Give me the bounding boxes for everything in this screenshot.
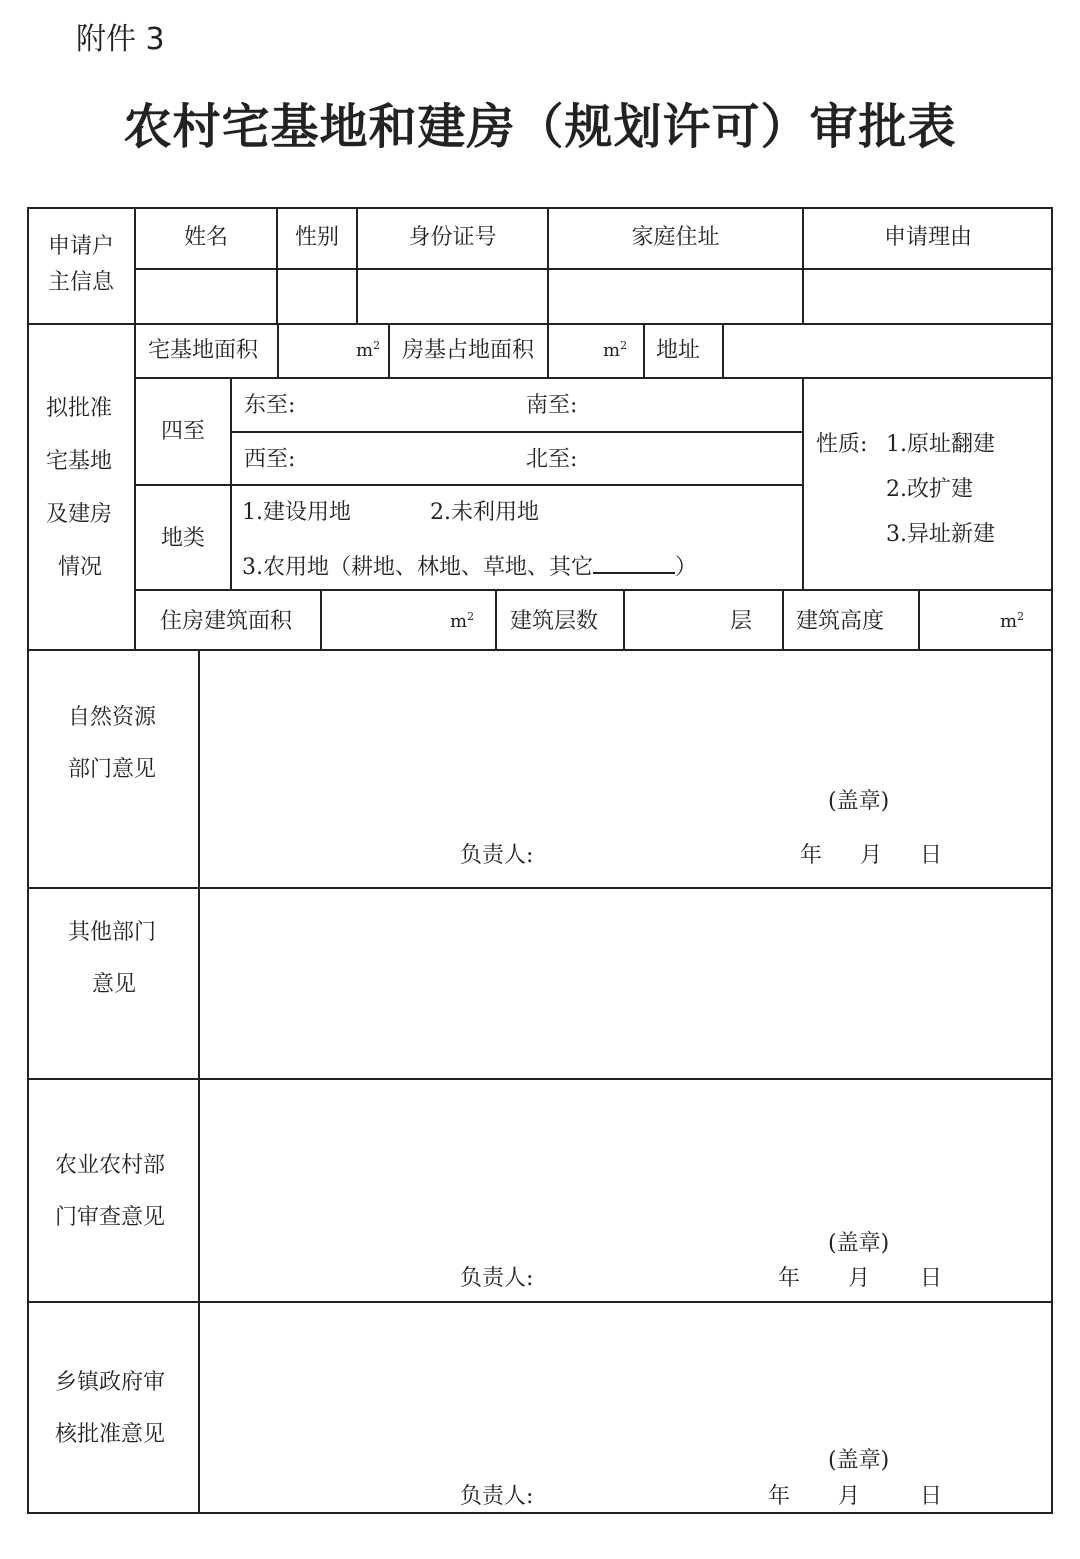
rule-build-4 (782, 589, 784, 650)
land-option-unused: 2.未利用地 (430, 500, 539, 525)
rule-site-1 (277, 323, 279, 378)
land-option-construction: 1.建设用地 (242, 500, 351, 525)
town-day: 日 (920, 1484, 943, 1509)
agri-responsible: 负责人: (460, 1266, 534, 1291)
rule-section-5 (27, 1301, 1052, 1303)
rule-site-4 (643, 323, 645, 378)
agri-dept-label-2: 门审查意见 (55, 1205, 166, 1230)
resources-dept-label-2: 部门意见 (68, 757, 157, 782)
resources-seal: (盖章) (828, 789, 890, 814)
site-area-unit: $m^2$ (356, 339, 381, 361)
rule-nature (802, 377, 804, 590)
agri-year: 年 (778, 1266, 801, 1291)
rule-site-2 (388, 323, 390, 378)
town-month: 月 (838, 1484, 861, 1509)
site-address-label: 地址 (656, 338, 701, 363)
rule-build-2 (495, 589, 497, 650)
land-type-label: 地类 (161, 526, 206, 551)
nature-option-rebuild: 1.原址翻建 (886, 432, 995, 457)
nature-option-expand: 2.改扩建 (886, 477, 973, 502)
resources-responsible: 负责人: (460, 843, 534, 868)
agri-dept-label-1: 农业农村部 (55, 1153, 166, 1178)
name-field[interactable] (136, 270, 276, 323)
resources-year: 年 (800, 843, 823, 868)
rule-section-2 (27, 649, 1052, 651)
applicant-label-1: 申请户 (48, 234, 115, 259)
rule-section-3 (27, 887, 1052, 889)
footprint-area-label: 房基占地面积 (402, 338, 535, 363)
west-label: 西至: (244, 447, 296, 472)
header-id-number: 身份证号 (408, 225, 497, 250)
resources-day: 日 (920, 843, 943, 868)
rule-site-row (134, 377, 1052, 379)
rule-opinion-label (198, 649, 200, 1513)
site-address-field[interactable] (724, 325, 1052, 377)
east-label: 东至: (244, 393, 296, 418)
footprint-area-unit: $m^2$ (603, 339, 628, 361)
floors-unit: 层 (730, 609, 753, 634)
south-label: 南至: (526, 393, 578, 418)
resources-month: 月 (860, 843, 883, 868)
id-number-field[interactable] (358, 270, 547, 323)
floors-label: 建筑层数 (510, 609, 599, 634)
resources-dept-label-1: 自然资源 (68, 705, 157, 730)
agri-month: 月 (848, 1266, 871, 1291)
land-other-blank[interactable] (593, 554, 675, 574)
proposed-label-1: 拟批准 (46, 396, 113, 421)
height-unit: $m^2$ (1000, 610, 1025, 632)
building-area-label: 住房建筑面积 (160, 609, 293, 634)
rule-section-4 (27, 1078, 1052, 1080)
annex-label: 附件 3 (76, 22, 165, 57)
rule-landtype-bottom (134, 589, 1052, 591)
rule-build-1 (320, 589, 322, 650)
applicant-label-2: 主信息 (48, 270, 115, 295)
rule-build-3 (623, 589, 625, 650)
agri-day: 日 (920, 1266, 943, 1291)
gender-field[interactable] (278, 270, 356, 323)
town-year: 年 (768, 1484, 791, 1509)
town-gov-label-2: 核批准意见 (55, 1422, 166, 1447)
proposed-label-2: 宅基地 (46, 449, 113, 474)
town-responsible: 负责人: (460, 1484, 534, 1509)
rule-boundary-label (230, 377, 232, 590)
building-area-unit: $m^2$ (450, 610, 475, 632)
header-home-address: 家庭住址 (631, 225, 720, 250)
town-seal: (盖章) (828, 1448, 890, 1473)
other-dept-label-2: 意见 (92, 972, 137, 997)
rule-boundary-bottom (134, 484, 803, 486)
header-name: 姓名 (183, 225, 228, 250)
agri-seal: (盖章) (828, 1231, 890, 1256)
rule-boundary-mid (230, 431, 803, 433)
rule-build-5 (918, 589, 920, 650)
proposed-label-4: 情况 (58, 555, 103, 580)
nature-label: 性质: (816, 432, 868, 457)
form-title: 农村宅基地和建房（规划许可）审批表 (123, 99, 957, 155)
height-label: 建筑高度 (796, 609, 885, 634)
header-reason: 申请理由 (883, 225, 972, 250)
proposed-label-3: 及建房 (46, 502, 113, 527)
home-address-field[interactable] (549, 270, 802, 323)
other-dept-label-1: 其他部门 (68, 920, 157, 945)
town-gov-label-1: 乡镇政府审 (55, 1370, 166, 1395)
site-area-label: 宅基地面积 (148, 338, 259, 363)
land-option-agricultural: 3.农用地（耕地、林地、草地、其它 ） (242, 555, 698, 580)
rule-site-3 (547, 323, 549, 378)
nature-option-new-site: 3.异址新建 (886, 522, 995, 547)
north-label: 北至: (526, 447, 578, 472)
reason-field[interactable] (804, 270, 1052, 323)
header-gender: 性别 (294, 225, 339, 250)
boundaries-label: 四至 (161, 419, 206, 444)
